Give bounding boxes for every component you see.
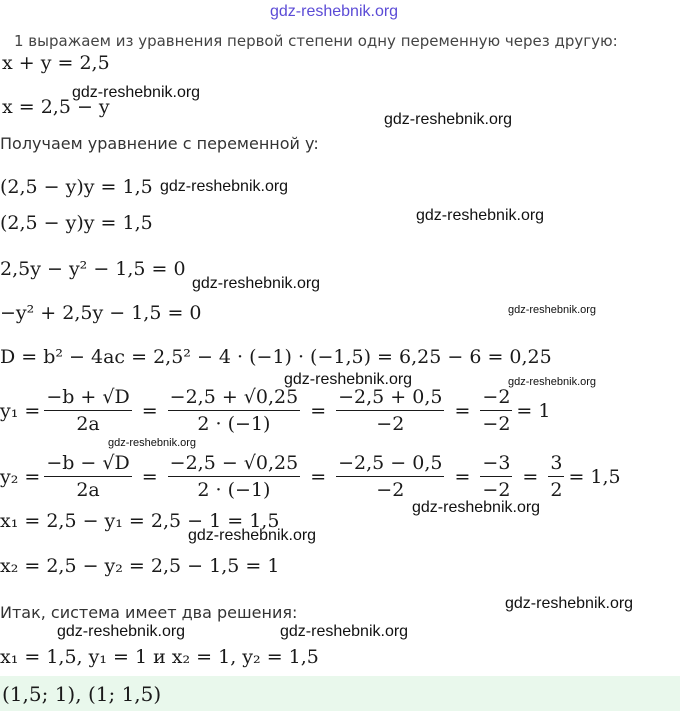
watermark: gdz-reshebnik.org [284,371,413,388]
fraction [480,452,512,501]
watermark: gdz-reshebnik.org [72,84,201,101]
x2-line: x₂ = 2,5 − y₂ = 2,5 − 1,5 = 1 [0,555,280,577]
y1-result: = 1 [516,399,551,422]
equation-line-3: (2,5 − y)y = 1,5 [0,176,153,198]
x1-line: x₁ = 2,5 − y₁ = 2,5 − 1 = 1,5 [0,510,280,532]
intro-text: Получаем уравнение с переменной y: [0,134,319,153]
answer-text: (1,5; 1), (1; 1,5) [2,682,162,706]
watermark: gdz-reshebnik.org [192,275,321,292]
numerator: −2,5 − 0,5 [336,452,444,477]
watermark: gdz-reshebnik.org [508,304,597,316]
y2-line: y₂ = $\frac{-b - √D}{2a}$ = $\frac{-2,5 - √0,25}{2 \cdot (-1)}$ = $\frac{-2,5 - 0,5}{-2}$ = $\frac{-3}{-2}$ = $\frac{3}{2}$ = 1,5 [0,452,621,501]
denominator: 2 · (−1) [197,479,271,501]
numerator: −2,5 + 0,5 [336,386,444,411]
watermark: gdz-reshebnik.org [384,111,513,128]
fraction [168,452,301,501]
fraction [168,386,301,435]
fraction [480,386,512,435]
watermark: gdz-reshebnik.org [188,527,317,544]
watermark-top: gdz-reshebnik.org [270,3,399,20]
equation-line-5: 2,5y − y² − 1,5 = 0 [0,258,186,280]
watermark: gdz-reshebnik.org [108,437,197,449]
discriminant-line: D = b² − 4ac = 2,5² − 4 · (−1) · (−1,5) = 6,25 − 6 = 0,25 [0,346,552,368]
fraction [336,386,444,435]
numerator: −2,5 − √0,25 [168,452,301,477]
y2-lhs: y₂ = [0,465,41,488]
equation-line-2: x = 2,5 − y [2,96,110,118]
fraction [44,386,131,435]
answer-box [0,676,680,711]
numerator: −2,5 + √0,25 [168,386,301,411]
watermark: gdz-reshebnik.org [508,376,597,388]
denominator: 2 · (−1) [197,413,271,435]
numerator: −b + √D [44,386,131,411]
numerator: −b − √D [44,452,131,477]
watermark: gdz-reshebnik.org [160,178,289,195]
numerator: −3 [480,452,512,477]
equation-line-4: (2,5 − y)y = 1,5 [0,212,153,234]
fraction [44,452,131,501]
watermark: gdz-reshebnik.org [505,595,634,612]
y2-result: = 1,5 [568,465,621,488]
denominator: 2a [76,413,100,435]
denominator: −2 [482,479,511,501]
denominator: −2 [482,413,511,435]
fraction [336,452,444,501]
watermark: gdz-reshebnik.org [416,207,545,224]
watermark: gdz-reshebnik.org [57,623,186,640]
solution-pairs: x₁ = 1,5, y₁ = 1 и x₂ = 1, y₂ = 1,5 [0,646,319,668]
watermark: gdz-reshebnik.org [280,623,409,640]
denominator: 2a [76,479,100,501]
equation-line-1: x + y = 2,5 [2,52,110,74]
denominator: −2 [376,413,405,435]
numerator: −2 [480,386,512,411]
fraction [548,452,564,501]
y1-lhs: y₁ = [0,399,41,422]
denominator: 2 [550,479,563,501]
watermark: gdz-reshebnik.org [412,499,541,516]
y1-line: y₁ = $\frac{-b + √D}{2a}$ = $\frac{-2,5 + √0,25}{2 \cdot (-1)}$ = $\frac{-2,5 + 0,5}{-2}$ = $\frac{-2}{-2}$ = 1 [0,386,551,435]
numerator: 3 [548,452,564,477]
conclusion-text: Итак, система имеет два решения: [0,603,298,622]
step-text: 1 выражаем из уравнения первой степени одну переменную через другую: [14,32,618,50]
denominator: −2 [376,479,405,501]
equation-line-6: −y² + 2,5y − 1,5 = 0 [0,302,202,324]
